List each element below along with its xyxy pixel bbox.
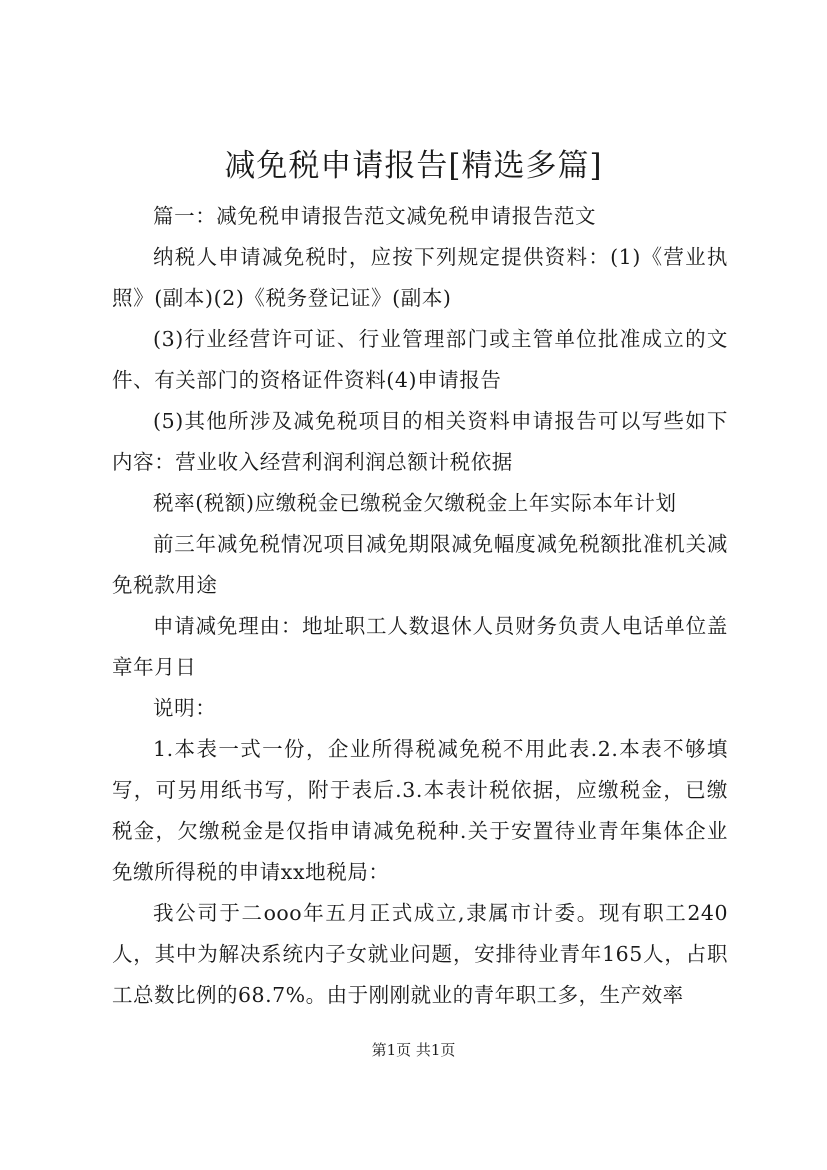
- paragraph-7: 申请减免理由：地址职工人数退休人员财务负责人电话单位盖章年月日: [112, 614, 728, 679]
- paragraph-6: 前三年减免税情况项目减免期限减免幅度减免税额批准机关减免税款用途: [112, 532, 728, 597]
- paragraph-8: 说明：: [153, 696, 217, 720]
- paragraph-1: 篇一：减免税申请报告范文减免税申请报告范文: [153, 204, 597, 228]
- paragraph-5: 税率(税额)应缴税金已缴税金欠缴税金上年实际本年计划: [153, 491, 677, 515]
- document-title: 减免税申请报告[精选多篇]: [224, 148, 603, 184]
- paragraph-3: (3)行业经营许可证、行业管理部门或主管单位批准成立的文件、有关部门的资格证件资料(4)申请报告: [112, 327, 728, 392]
- page-footer: 第1页 共1页: [371, 1041, 456, 1059]
- document-body: [112, 196, 728, 1016]
- paragraph-10: 我公司于二ooo年五月正式成立,隶属市计委。现有职工240人，其中为解决系统内子女就业问题，安排待业青年165人，占职工总数比例的68.7%。由于刚刚就业的青年职工多，生产效率: [112, 901, 728, 1007]
- paragraph-4: (5)其他所涉及减免税项目的相关资料申请报告可以写些如下内容：营业收入经营利润利润总额计税依据: [112, 409, 728, 474]
- paragraph-9: 1.本表一式一份，企业所得税减免税不用此表.2.本表不够填写，可另用纸书写，附于表后.3.本表计税依据，应缴税金，已缴税金，欠缴税金是仅指申请减免税种.关于安置待业青年集体企业免缴所得税的申请xx地税局：: [112, 737, 728, 884]
- paragraph-2: 纳税人申请减免税时，应按下列规定提供资料：(1)《营业执照》(副本)(2)《税务登记证》(副本): [112, 245, 728, 310]
